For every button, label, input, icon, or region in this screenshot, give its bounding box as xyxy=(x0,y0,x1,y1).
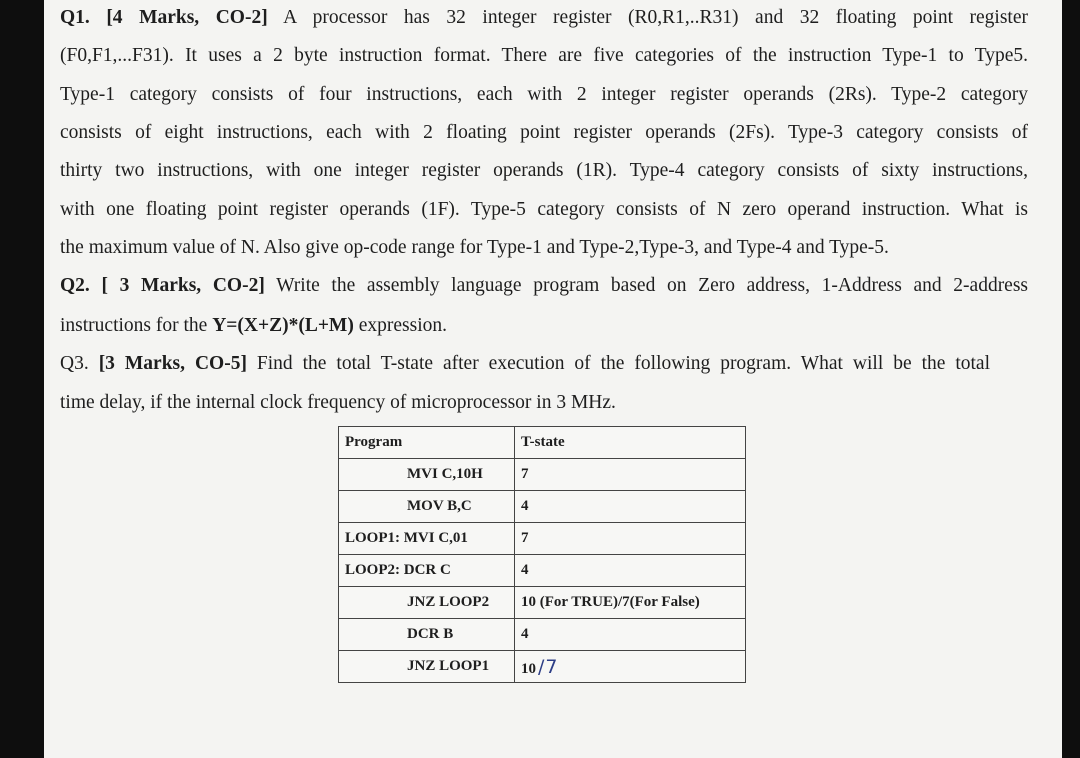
program-cell: LOOP2: DCR C xyxy=(339,555,515,587)
table-row xyxy=(339,491,746,523)
q2-line-1 xyxy=(60,273,1028,299)
q1-line-7: the maximum value of N. Also give op-code range for Type-1 and Type-2,Type-3, and Type-4 and Type-5. xyxy=(60,237,889,258)
table-row xyxy=(339,523,746,555)
q1-line-6: with one floating point register operands (1F). Type-5 category consists of N zero operand instruction. What is xyxy=(60,199,1028,220)
table-row xyxy=(339,555,746,587)
tstate-cell: 10 (For TRUE)/7(For False) xyxy=(515,587,746,619)
q3-line-2: time delay, if the internal clock frequency of microprocessor in 3 MHz. xyxy=(60,392,616,413)
right-frame-border xyxy=(1062,0,1080,758)
table-row xyxy=(339,587,746,619)
tstate-cell xyxy=(515,651,746,683)
tstate-cell: 4 xyxy=(515,619,746,651)
q2-text-1: Write the assembly language program based on Zero address, 1-Address and 2-address xyxy=(276,275,1029,296)
q2-expression: Y=(X+Z)*(L+M) xyxy=(212,315,354,336)
q3-marks: [3 Marks, CO-5] xyxy=(98,353,247,374)
tstate-cell: 4 xyxy=(515,555,746,587)
q1-line-1 xyxy=(60,5,1028,31)
q2-label: Q2. xyxy=(60,275,90,296)
q3-text-1: Find the total T-state after execution of the following program. What will be the total xyxy=(256,353,991,374)
q1-marks: [4 Marks, CO-2] xyxy=(106,7,268,28)
program-cell: JNZ LOOP1 xyxy=(339,651,515,683)
q1-line-4: consists of eight instructions, each with 2 floating point register operands (2Fs). Type-3 category consists of xyxy=(60,122,1028,143)
program-cell: LOOP1: MVI C,01 xyxy=(339,523,515,555)
handwritten-note: /7 xyxy=(538,655,559,678)
q2-text-prefix: instructions for the xyxy=(60,315,208,336)
left-frame-border xyxy=(0,0,44,758)
q1-line-3: Type-1 category consists of four instructions, each with 2 integer register operands (2Rs). Type-2 category xyxy=(60,84,1028,105)
table-row xyxy=(339,651,746,683)
program-cell: MOV B,C xyxy=(339,491,515,523)
q2-line-2 xyxy=(60,313,1028,339)
program-cell: DCR B xyxy=(339,619,515,651)
header-program: Program xyxy=(339,427,515,459)
table-header-row xyxy=(339,427,746,459)
tstate-cell: 7 xyxy=(515,523,746,555)
q3-label: Q3. xyxy=(60,353,89,374)
q2-text-suffix: expression. xyxy=(358,315,447,336)
header-tstate: T-state xyxy=(515,427,746,459)
q1-line-5: thirty two instructions, with one integer register operands (1R). Type-4 category consists of sixty instructions, xyxy=(60,160,1028,181)
table-row xyxy=(339,619,746,651)
q3-line-1 xyxy=(60,351,990,377)
q2-marks: [ 3 Marks, CO-2] xyxy=(101,275,265,296)
program-cell: MVI C,10H xyxy=(339,459,515,491)
tstate-value: 10 xyxy=(521,660,536,677)
program-cell: JNZ LOOP2 xyxy=(339,587,515,619)
tstate-cell: 4 xyxy=(515,491,746,523)
q1-line-2: (F0,F1,...F31). It uses a 2 byte instruction format. There are five categories of the instruction Type-1 to Type5. xyxy=(60,45,1028,66)
table-row xyxy=(339,459,746,491)
q1-label: Q1. xyxy=(60,7,90,28)
tstate-cell: 7 xyxy=(515,459,746,491)
program-table xyxy=(338,426,746,683)
q1-text-1: A processor has 32 integer register (R0,R1,..R31) and 32 floating point register xyxy=(283,7,1028,28)
